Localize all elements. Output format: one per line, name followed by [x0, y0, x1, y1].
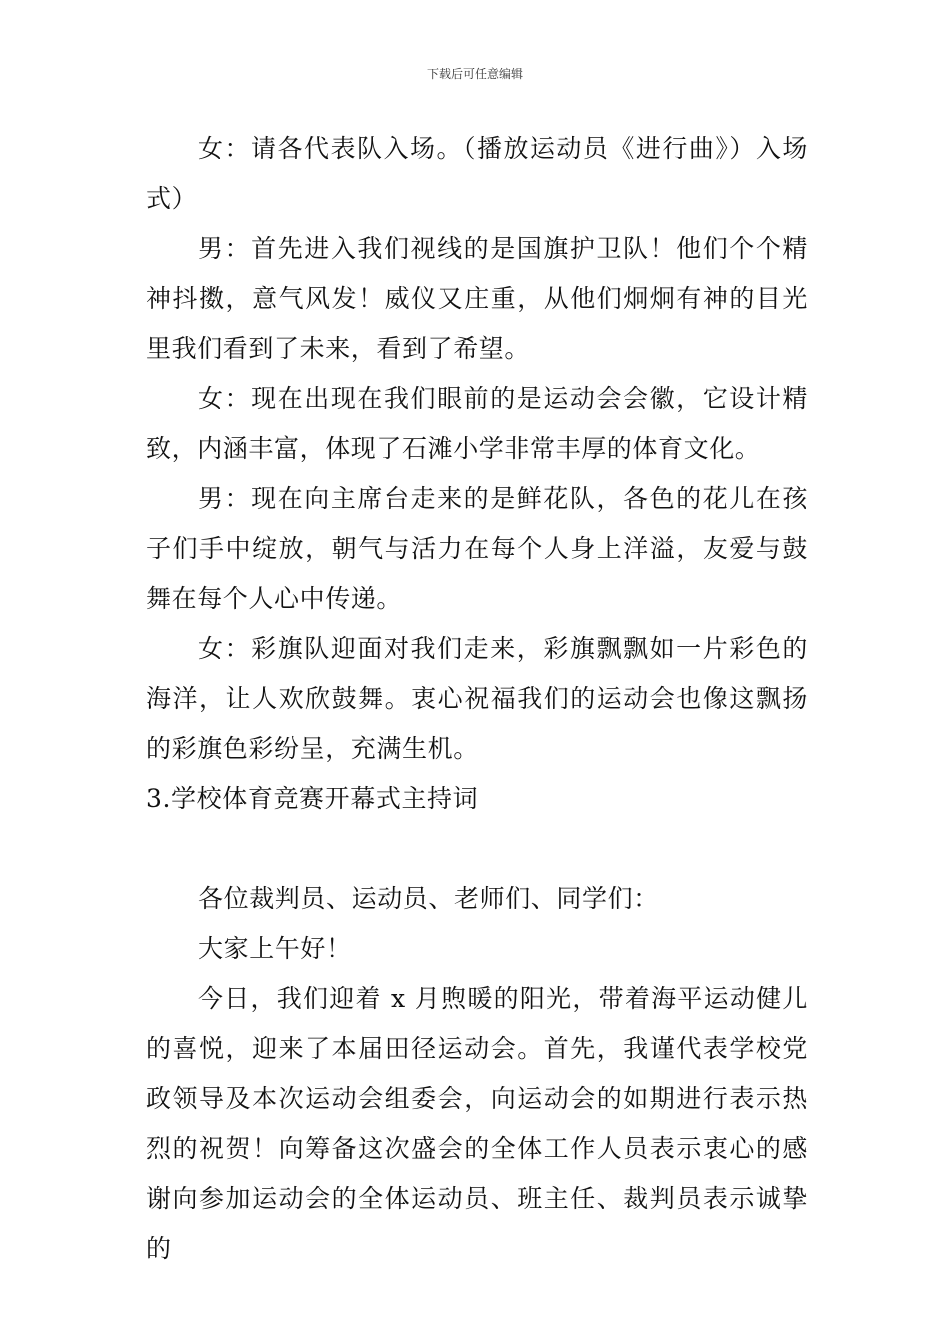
blank-line [146, 824, 808, 874]
paragraph-flag-guard: 男：首先进入我们视线的是国旗护卫队！他们个个精神抖擞，意气风发！威仪又庄重，从他们炯炯有神的目光里我们看到了未来，看到了希望。 [146, 234, 808, 363]
paragraph-flower-team: 男：现在向主席台走来的是鲜花队，各色的花儿在孩子们手中绽放，朝气与活力在每个人身上洋溢，友爱与鼓舞在每个人心中传递。 [146, 484, 808, 613]
section-heading: 3.学校体育竞赛开幕式主持词 [146, 784, 479, 813]
paragraph-salutation: 各位裁判员、运动员、老师们、同学们： [198, 884, 659, 913]
page-header: 下载后可任意编辑 [426, 67, 523, 81]
paragraph-greeting: 大家上午好！ [198, 934, 352, 963]
paragraph-team-entry: 女：请各代表队入场。（播放运动员《进行曲》）入场式） [146, 134, 808, 213]
paragraph-emblem: 女：现在出现在我们眼前的是运动会会徽，它设计精致，内涵丰富，体现了石滩小学非常丰厚的体育文化。 [146, 384, 808, 463]
document-body [146, 124, 808, 1274]
paragraph-opening-speech: 今日，我们迎着 x 月煦暖的阳光，带着海平运动健儿的喜悦，迎来了本届田径运动会。首先，我谨代表学校党政领导及本次运动会组委会，向运动会的如期进行表示热烈的祝贺！向筹备这次盛会的全体工作人员表示衷心的感谢向参加运动会的全体运动员、班主任、裁判员表示诚挚的 [146, 984, 808, 1263]
paragraph-banner-team: 女：彩旗队迎面对我们走来，彩旗飘飘如一片彩色的海洋，让人欢欣鼓舞。衷心祝福我们的运动会也像这飘扬的彩旗色彩纷呈，充满生机。 [146, 634, 808, 763]
